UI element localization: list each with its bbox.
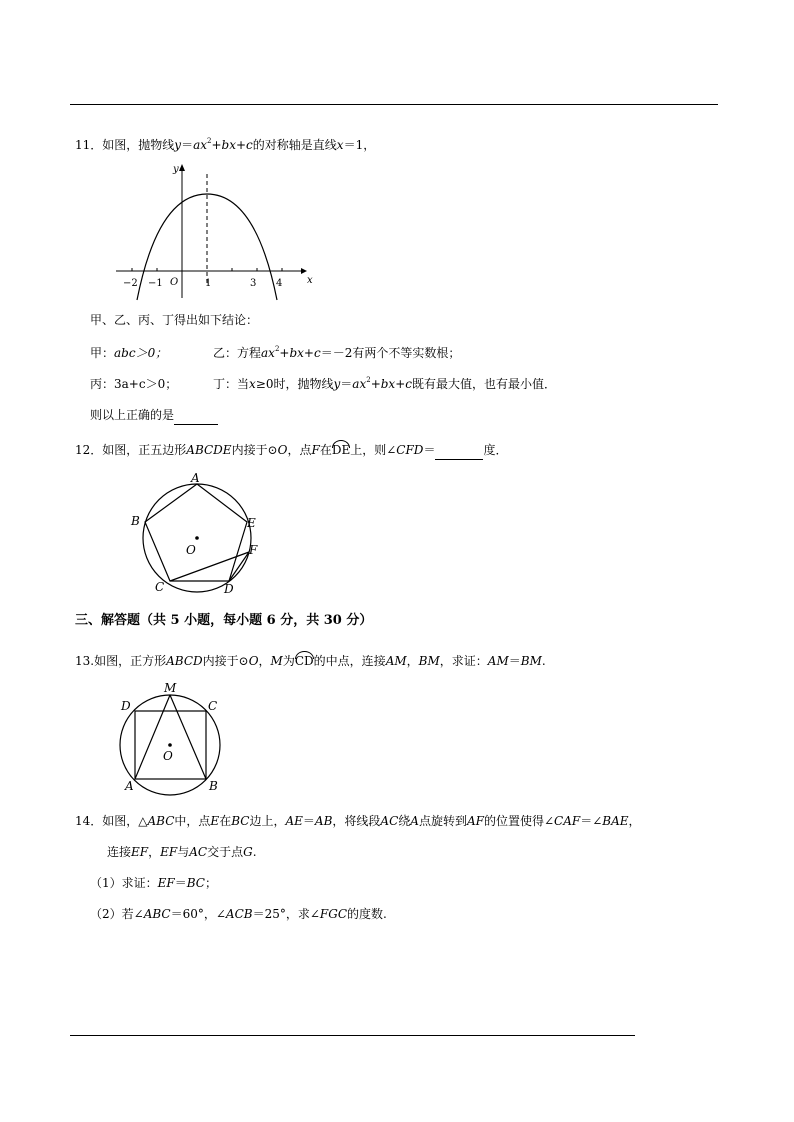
label-o: O	[186, 543, 196, 557]
label-b: B	[209, 779, 218, 793]
label-m: M	[164, 681, 177, 695]
tick-label-4: 4	[276, 278, 283, 289]
y-axis-label: y	[173, 164, 179, 175]
origin-label: O	[170, 277, 179, 288]
q12-pentagon-figure	[128, 470, 278, 600]
q11-intro: 甲、乙、丙、丁得出如下结论：	[90, 313, 259, 327]
q14-part1: （1）求证：EF＝BC；	[90, 876, 217, 890]
q11-question: 11．如图，抛物线$y=ax^2+bx+c$的对称轴是直线x＝1，	[75, 137, 376, 152]
arc-cd: CD	[295, 651, 314, 668]
section-3-heading: 三、解答题（共 5 小题，每小题 6 分，共 30 分）	[75, 613, 373, 628]
q14-part2: （2）若∠ABC＝60°，∠ACB＝25°，求∠FGC的度数.	[90, 907, 387, 921]
q14-question-line1: 14．如图，△ABC中，点E在BC边上，AE＝AB，将线段AC绕A点旋转到AF的位置使得∠CAF＝∠BAE，	[75, 814, 641, 828]
answer-blank[interactable]	[174, 410, 218, 425]
x-axis-label: x	[307, 275, 313, 286]
segment-bm	[170, 695, 206, 779]
label-o: O	[163, 749, 173, 763]
segment-cf	[170, 552, 249, 581]
q11-conclusion-yi: 乙：方程$ax^2+bx+c=-2$有两个不等实数根；	[213, 345, 461, 360]
label-c: C	[155, 580, 165, 594]
x-axis-arrow	[301, 268, 307, 274]
tick-label-1: 1	[205, 278, 212, 289]
label-c: C	[208, 699, 218, 713]
label-f: F	[249, 543, 258, 557]
label-a: A	[125, 779, 134, 793]
segment-df	[229, 552, 249, 581]
q14-question-line2: 连接EF，EF与AC交于点G.	[107, 845, 257, 859]
y-axis-arrow	[179, 164, 185, 171]
q11-conclusion-jia: 甲：abc＞0；	[90, 346, 168, 360]
q11-ask: 则以上正确的是	[90, 408, 218, 425]
label-d: D	[121, 699, 131, 713]
q11-conclusion-bing: 丙：3a+c＞0；	[90, 377, 178, 391]
top-rule	[70, 104, 718, 105]
label-a: A	[191, 471, 200, 485]
label-e: E	[247, 516, 256, 530]
segment-am	[135, 695, 170, 779]
arc-de: DE	[332, 440, 350, 457]
label-d: D	[224, 582, 234, 596]
q11-parabola-graph	[110, 160, 313, 300]
tick-label-neg1: −1	[148, 278, 163, 289]
q13-square-figure	[114, 678, 234, 798]
bottom-rule	[70, 1035, 635, 1036]
q13-question: 13.如图，正方形ABCD内接于⊙O，M为CD的中点，连接AM，BM，求证：AM＝BM.	[75, 651, 546, 668]
q12-question: 12．如图，正五边形ABCDE内接于⊙O，点F在DE上，则∠CFD＝ 度．	[75, 440, 507, 460]
q11-conclusion-ding: 丁：当x≥0时，抛物线$y=ax^2+bx+c$既有最大值，也有最小值．	[213, 376, 556, 391]
center-dot	[195, 536, 199, 540]
answer-blank[interactable]	[435, 445, 483, 460]
tick-label-3: 3	[250, 278, 257, 289]
center-dot	[168, 743, 172, 747]
tick-label-neg2: −2	[123, 278, 138, 289]
label-b: B	[131, 514, 140, 528]
